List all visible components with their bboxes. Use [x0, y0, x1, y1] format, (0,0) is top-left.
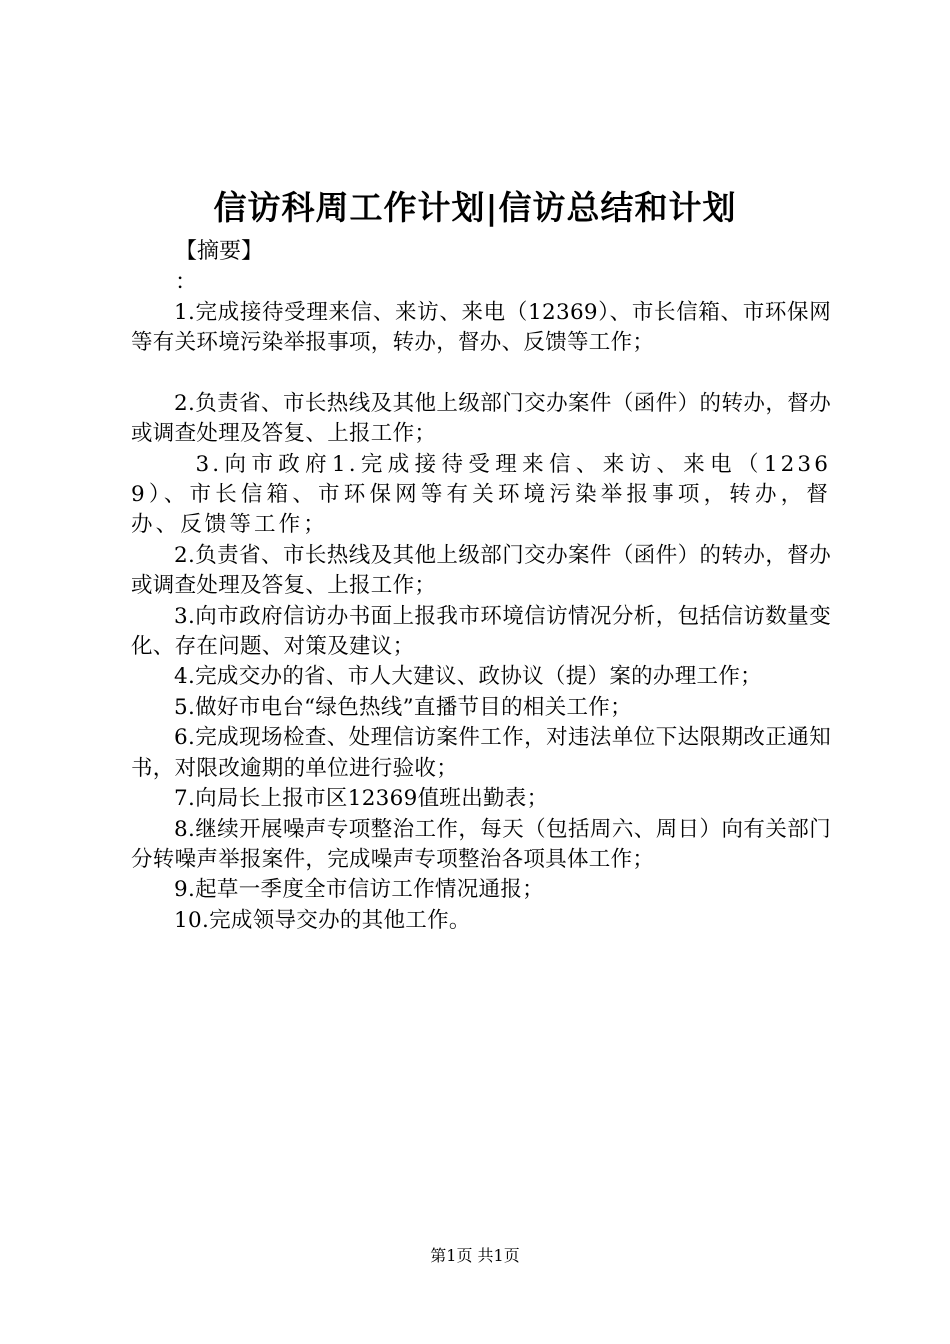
summary-label: 【摘要】 [175, 239, 264, 264]
paragraph-7: 5.做好市电台“绿色热线”直播节目的相关工作； [174, 694, 632, 720]
paragraph-12: 10.完成领导交办的其他工作。 [174, 907, 471, 933]
document-body [131, 298, 831, 936]
paragraph-6: 4.完成交办的省、市人大建议、政协议（提）案的办理工作； [174, 664, 762, 690]
page-footer: 第1页 共1页 [430, 1246, 520, 1265]
paragraph-9: 7.向局长上报市区12369值班出勤表； [174, 786, 549, 812]
summary-colon: ： [175, 270, 198, 295]
paragraph-5: 3.向市政府信访办书面上报我市环境信访情况分析，包括信访数量变化、存在问题、对策及建议； [131, 603, 831, 660]
paragraph-11: 9.起草一季度全市信访工作情况通报； [174, 877, 544, 903]
paragraph-2: 2.负责省、市长热线及其他上级部门交办案件（函件）的转办，督办或调查处理及答复、上报工作； [131, 390, 831, 447]
paragraph-4: 2.负责省、市长热线及其他上级部门交办案件（函件）的转办，督办或调查处理及答复、上报工作； [131, 542, 831, 599]
paragraph-10: 8.继续开展噪声专项整治工作，每天（包括周六、周日）向有关部门分转噪声举报案件，完成噪声专项整治各项具体工作； [131, 816, 831, 872]
paragraph-3: 3.向市政府1.完成接待受理来信、来访、来电（12369）、市长信箱、市环保网等有关环境污染举报事项，转办，督办、反馈等工作； [131, 451, 831, 538]
paragraph-8: 6.完成现场检查、处理信访案件工作，对违法单位下达限期改正通知书，对限改逾期的单位进行验收； [131, 725, 831, 781]
document-title: 信访科周工作计划|信访总结和计划 [213, 188, 737, 227]
paragraph-1: 1.完成接待受理来信、来访、来电（12369）、市长信箱、市环保网等有关环境污染举报事项，转办，督办、反馈等工作； [131, 300, 831, 356]
